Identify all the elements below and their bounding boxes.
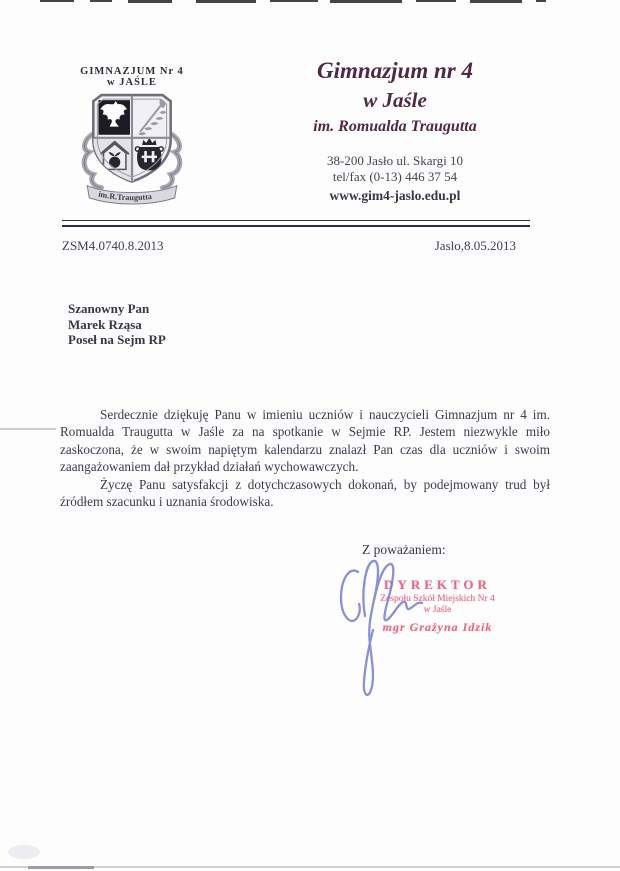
body-paragraph-1: Serdecznie dziękuję Panu w imieniu uczniów i nauczycieli Gimnazjum nr 4 im. Romualda Traugutta w Jaśle za na spotkanie w Sejmie RP. Jestem niezwykle miło zaskoczona, że w swoim napiętym kalendarzu znalazł Pan czas dla uczniów i swoim zaangażowaniem dał przykład działań wychowawczych. [60,407,550,475]
reference-row [62,238,516,254]
stamp-org-line1: Zespołu Szkół Miejskich Nr 4 [380,594,495,604]
recipient-title: Poseł na Sejm RP [68,332,166,347]
recipient-salutation: Szanowny Pan [68,301,150,316]
scan-artifact-left [0,428,56,430]
school-crest [62,66,202,205]
stamp-signatory: mgr Grażyna Idzik [382,620,493,634]
handwritten-signature [325,552,435,702]
recipient-block [68,301,166,348]
body-paragraph-2: Życzę Panu satysfakcji z dotychczasowych dokonań, by podejmowany trud był źródłem szacunku i uznania środowiska. [60,476,550,510]
school-name-line2: w Jaśle [363,88,427,112]
header-divider-rule [62,220,530,227]
letterhead [252,58,538,204]
school-patron: im. Romualda Traugutta [313,118,477,135]
school-address: 38-200 Jasło ul. Skargi 10 [327,153,463,168]
reference-number: ZSM4.0740.8.2013 [62,238,164,253]
banner-text: im.R.Traugutta [97,189,153,203]
crest-shield-image [78,91,186,205]
crest-caption-line2: w JAŚLE [107,77,157,88]
valediction: Z poważaniem: [362,542,446,557]
crest-caption-line1: GIMNAZJUM Nr 4 [80,66,184,77]
scan-artifact-bottom-dark [28,866,94,869]
stamp-title: DYREKTOR [384,577,491,592]
place-and-date: Jaslo,8.05.2013 [434,238,516,253]
scan-artifact-smudge [8,845,40,859]
recipient-name: Marek Rząsa [68,316,142,332]
school-name-line1: Gimnazjum nr 4 [317,58,473,83]
school-website: www.gim4-jaslo.edu.pl [329,188,461,203]
stamp-org-line2: w Jaśle [423,605,452,615]
school-telfax: tel/fax (0-13) 446 37 54 [332,169,458,184]
letter-body [60,406,550,510]
